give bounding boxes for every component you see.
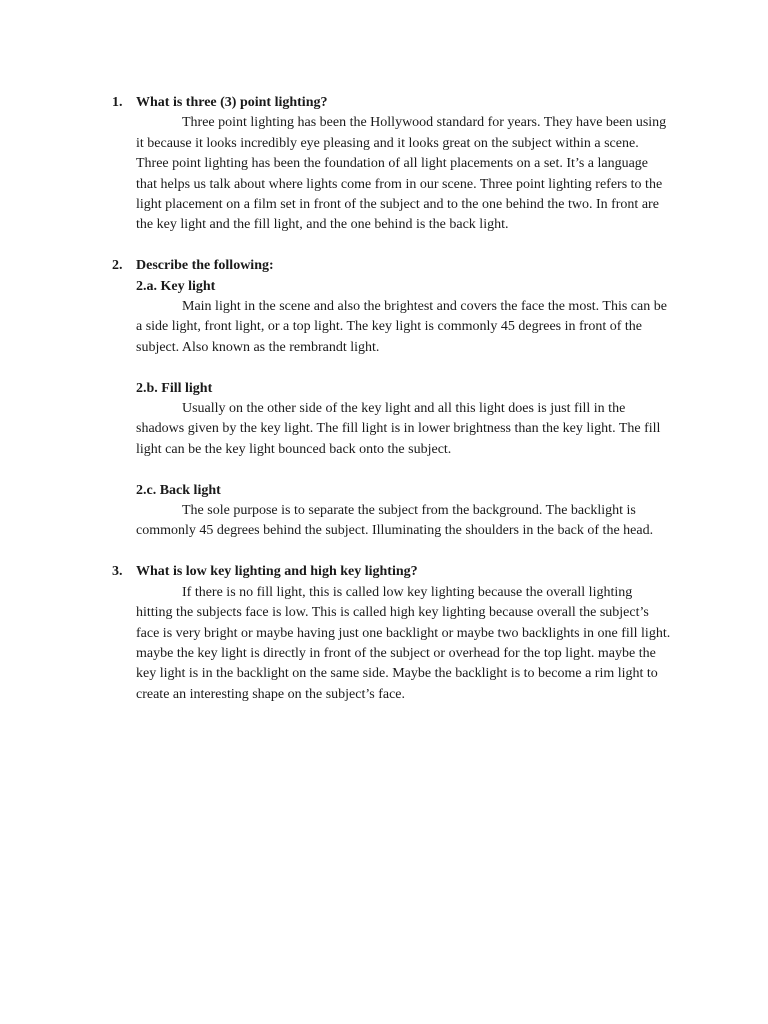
subsection-heading: 2.a. Key light (136, 278, 216, 294)
subsection-back-light (136, 481, 672, 542)
subsection-heading: 2.c. Back light (136, 482, 221, 498)
answer-paragraph: Three point lighting has been the Hollywood standard for years. They have been using it because it looks incredibly eye pleasing and it looks great on the subject within a scene. Three point lighting has been the foundation of all light placements on a set. It’s a language that helps us talk about where lights come from in our scene. Three point lighting refers to the light placement on a film set in front of the subject and to the one behind the two. In front are the key light and the fill light, and the one behind is the back light. (136, 115, 667, 233)
question-number: 1. (112, 95, 123, 110)
answer-paragraph: Usually on the other side of the key light and all this light does is just fill in the shadows given by the key light. The fill light is in lower brightness than the key light. The fill light can be the key light bounced back onto the subject. (136, 401, 661, 457)
document-body (112, 93, 672, 705)
answer-paragraph: The sole purpose is to separate the subject from the background. The backlight is commonly 45 degrees behind the subject. Illuminating the shoulders in the back of the head. (136, 503, 654, 539)
question-1 (112, 93, 672, 236)
subsection-fill-light (136, 379, 672, 461)
question-number: 2. (112, 258, 123, 274)
question-3 (112, 562, 672, 705)
question-number: 3. (112, 564, 123, 580)
question-heading: What is low key lighting and high key lighting? (136, 564, 418, 580)
spacer (112, 542, 672, 562)
spacer (112, 236, 672, 256)
question-heading: Describe the following: (136, 258, 274, 274)
answer-paragraph: If there is no fill light, this is called low key lighting because the overall lighting hitting the subjects face is low. This is called high key lighting because overall the subject’s face is very bright or maybe having just one backlight or maybe two backlights in one fill light. maybe the key light is directly in front of the subject or overhead for the top light. maybe the key light is in the backlight on the same side. Maybe the backlight is to become a rim light to create an interesting shape on the subject’s face. (136, 584, 671, 702)
subsection-key-light (136, 277, 672, 359)
answer-paragraph: Main light in the scene and also the brightest and covers the face the most. This can be a side light, front light, or a top light. The key light is commonly 45 degrees in front of the subject. Also known as the rembrandt light. (136, 299, 667, 355)
subsection-heading: 2.b. Fill light (136, 380, 213, 396)
spacer (136, 460, 672, 480)
question-heading: What is three (3) point lighting? (136, 95, 328, 110)
spacer (136, 358, 672, 378)
question-2 (112, 256, 672, 542)
